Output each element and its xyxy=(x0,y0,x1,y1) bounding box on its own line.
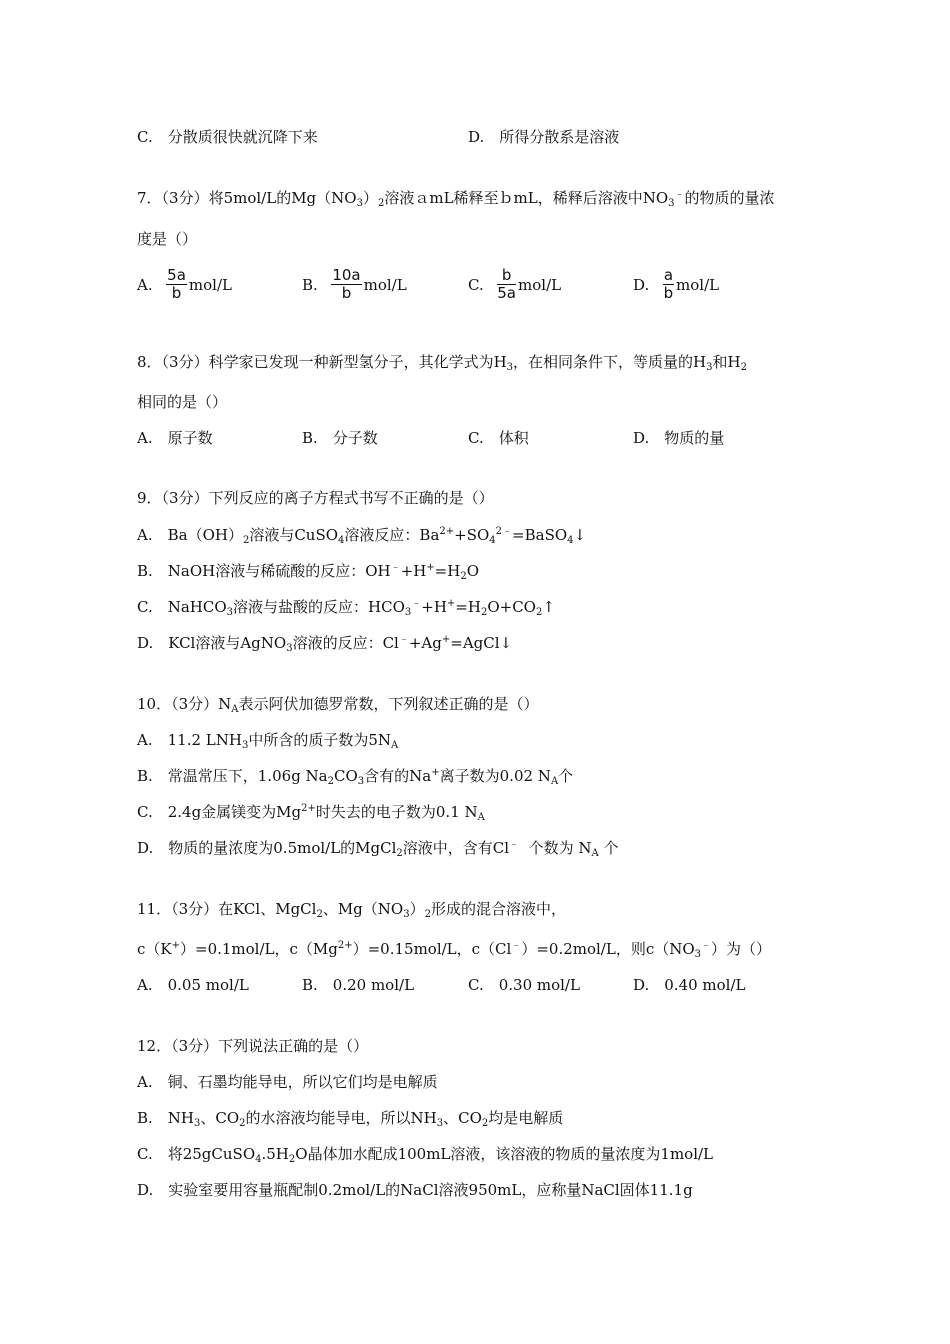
superscript: ﹣ xyxy=(511,940,522,951)
subscript: 2 xyxy=(481,1118,489,1129)
superscript: 2﹣ xyxy=(495,526,513,537)
fraction xyxy=(663,267,674,302)
subscript: 2 xyxy=(480,607,488,618)
subscript: 3 xyxy=(668,198,675,209)
fraction xyxy=(497,267,516,302)
q6-option-d: D. 所得分散系是溶液 xyxy=(468,128,620,146)
q9-option-b: B. NaOH溶液与稀硫酸的反应：$OH^﹣+H^+=H_2O$ xyxy=(137,562,480,582)
superscript: 2+ xyxy=(337,940,353,951)
subscript: 2 xyxy=(316,909,323,920)
subscript: 2 xyxy=(288,1154,296,1165)
q8-option-c: C. 体积 xyxy=(468,429,529,447)
subscript: 3 xyxy=(694,949,702,960)
fraction-denominator: b xyxy=(663,284,674,302)
superscript: + xyxy=(171,940,180,951)
superscript: + xyxy=(426,562,435,573)
superscript: ﹣ xyxy=(390,562,401,573)
q10-option-d: D. 物质的量浓度为0.5mol/L的MgCl$_2$溶液中，含有Cl﹣ 个数为 $N_A$ 个 xyxy=(137,839,619,859)
q8-option-d: D. 物质的量 xyxy=(633,429,725,447)
q10-option-a: A. 11.2 $LNH_3$中所含的质子数为$5N_A$ xyxy=(137,731,399,751)
superscript: ﹣ xyxy=(411,598,422,609)
q7-stem-cont: 度是（） xyxy=(137,230,198,248)
subscript: 3 xyxy=(404,607,412,618)
q11-stem: 11．（3分）在KCl、MgCl$_2$、$Mg(NO_3)_2$形成的混合溶液中， xyxy=(137,900,566,920)
q8-option-a: A. 原子数 xyxy=(137,429,213,447)
subscript: 3 xyxy=(356,198,363,209)
superscript: ﹣ xyxy=(701,940,712,951)
superscript: ﹣ xyxy=(398,634,409,645)
q7-option-c: C. $\frac{b}{5a}$ mol/L xyxy=(468,266,562,302)
q9-option-d: D. KCl溶液与AgNO$_3$溶液的反应：Cl﹣+Ag+=AgCl↓ xyxy=(137,634,513,654)
q7-option-d: D. $\frac{a}{b}$ mol/L xyxy=(633,266,720,302)
subscript: 3 xyxy=(357,776,365,787)
q11-option-c: C. 0.30 mol/L xyxy=(468,976,580,994)
q9-option-c: C. NaHCO$_3$溶液与盐酸的反应：$HCO_3^﹣+H^+=H_2O+CO_2↑$ xyxy=(137,598,555,618)
q9-option-a: A. $Ba(OH)_2$溶液与CuSO$_4$溶液反应：$Ba^{2+}+SO_4^{2﹣}=BaSO_4↓$ xyxy=(137,526,587,546)
fraction xyxy=(166,267,187,302)
q7-option-a: A. $\frac{5a}{b}$ mol/L xyxy=(137,266,232,302)
q10-option-b: B. 常温常压下，1.06g $Na_2CO_3$含有的Na+离子数为0.02 $N_A$个 xyxy=(137,767,574,787)
q9-stem: 9．（3分）下列反应的离子方程式书写不正确的是（） xyxy=(137,489,494,507)
subscript: 4 xyxy=(338,535,345,546)
subscript: 4 xyxy=(255,1154,262,1165)
q11-conditions: c（K+）=0.1mol/L，$c(Mg^{2+})=0.15mol/L$，c（Cl﹣）=0.2mol/L，则$c(NO_3^﹣)$为（） xyxy=(137,940,772,960)
q10-stem: 10．（3分）$N_A$表示阿伏加德罗常数，下列叙述正确的是（） xyxy=(137,695,539,715)
subscript: 2 xyxy=(424,909,431,920)
subscript: A xyxy=(231,704,239,715)
subscript: A xyxy=(550,776,559,787)
subscript: 3 xyxy=(436,1118,444,1129)
subscript: 3 xyxy=(241,740,249,751)
superscript: + xyxy=(431,767,440,778)
q12-option-b: B. $NH_3$、$CO_2$的水溶液均能导电，所以$NH_3$、$CO_2$均是电解质 xyxy=(137,1109,564,1129)
q7-option-b: B. $\frac{10a}{b}$ mol/L xyxy=(302,266,407,302)
fraction-numerator: 5a xyxy=(167,266,186,284)
subscript: 3 xyxy=(226,607,234,618)
superscript: + xyxy=(446,598,456,609)
subscript: 2 xyxy=(327,776,335,787)
superscript: ﹣ xyxy=(509,839,520,850)
q12-option-a: A. 铜、石墨均能导电，所以它们均是电解质 xyxy=(137,1073,438,1091)
fraction-numerator: a xyxy=(663,266,674,284)
subscript: 3 xyxy=(506,362,514,373)
subscript: 2 xyxy=(239,1118,246,1129)
q11-option-b: B. 0.20 mol/L xyxy=(302,976,415,994)
subscript: A xyxy=(477,812,485,823)
subscript: 3 xyxy=(286,643,293,654)
q6-option-c: C. 分散质很快就沉降下来 xyxy=(137,128,318,146)
fraction-denominator: 5a xyxy=(497,284,517,302)
subscript: 4 xyxy=(489,535,496,546)
subscript: 2 xyxy=(242,535,250,546)
q7-stem: 7．（3分）将5mol/L的$Mg(NO_3)_2$溶液ａmL稀释至ｂmL，稀释后溶液中$NO_3^﹣$的物质的量浓 xyxy=(137,189,775,209)
subscript: 2 xyxy=(396,848,403,859)
subscript: 3 xyxy=(403,909,410,920)
subscript: 2 xyxy=(740,362,747,373)
q12-stem: 12．（3分）下列说法正确的是（） xyxy=(137,1037,369,1055)
q12-option-c: C. 将$25gCuSO_4.5H_2O$晶体加水配成100mL溶液，该溶液的物质的量浓度为1mol/L xyxy=(137,1145,714,1165)
fraction-denominator: b xyxy=(341,284,352,302)
q8-option-b: B. 分子数 xyxy=(302,429,378,447)
subscript: 3 xyxy=(706,362,713,373)
q8-stem: 8．（3分）科学家已发现一种新型氢分子，其化学式为$H_3$，在相同条件下，等质量的$H_3$和$H_2$ xyxy=(137,353,747,373)
q11-option-a: A. 0.05 mol/L xyxy=(137,976,249,994)
subscript: 2 xyxy=(535,607,543,618)
superscript: 2+ xyxy=(301,803,316,814)
fraction-numerator: 10a xyxy=(332,266,361,284)
superscript: ﹣ xyxy=(674,189,685,200)
subscript: A xyxy=(390,740,399,751)
superscript: + xyxy=(441,634,451,645)
superscript: 2+ xyxy=(439,526,455,537)
fraction xyxy=(331,267,361,302)
subscript: 4 xyxy=(567,535,574,546)
q12-option-d: D. 实验室要用容量瓶配制0.2mol/L的NaCl溶液950mL，应称量NaCl固体11.1g xyxy=(137,1181,693,1199)
subscript: 3 xyxy=(194,1118,201,1129)
subscript: A xyxy=(591,848,599,859)
fraction-numerator: b xyxy=(497,267,516,285)
subscript: 2 xyxy=(460,571,467,582)
subscript: 2 xyxy=(377,198,385,209)
q8-stem-cont: 相同的是（） xyxy=(137,393,228,411)
q11-option-d: D. 0.40 mol/L xyxy=(633,976,746,994)
fraction-denominator: b xyxy=(171,284,182,302)
q10-option-c: C. 2.4g金属镁变为$Mg^{2+}$时失去的电子数为0.1 $N_A$ xyxy=(137,803,485,823)
